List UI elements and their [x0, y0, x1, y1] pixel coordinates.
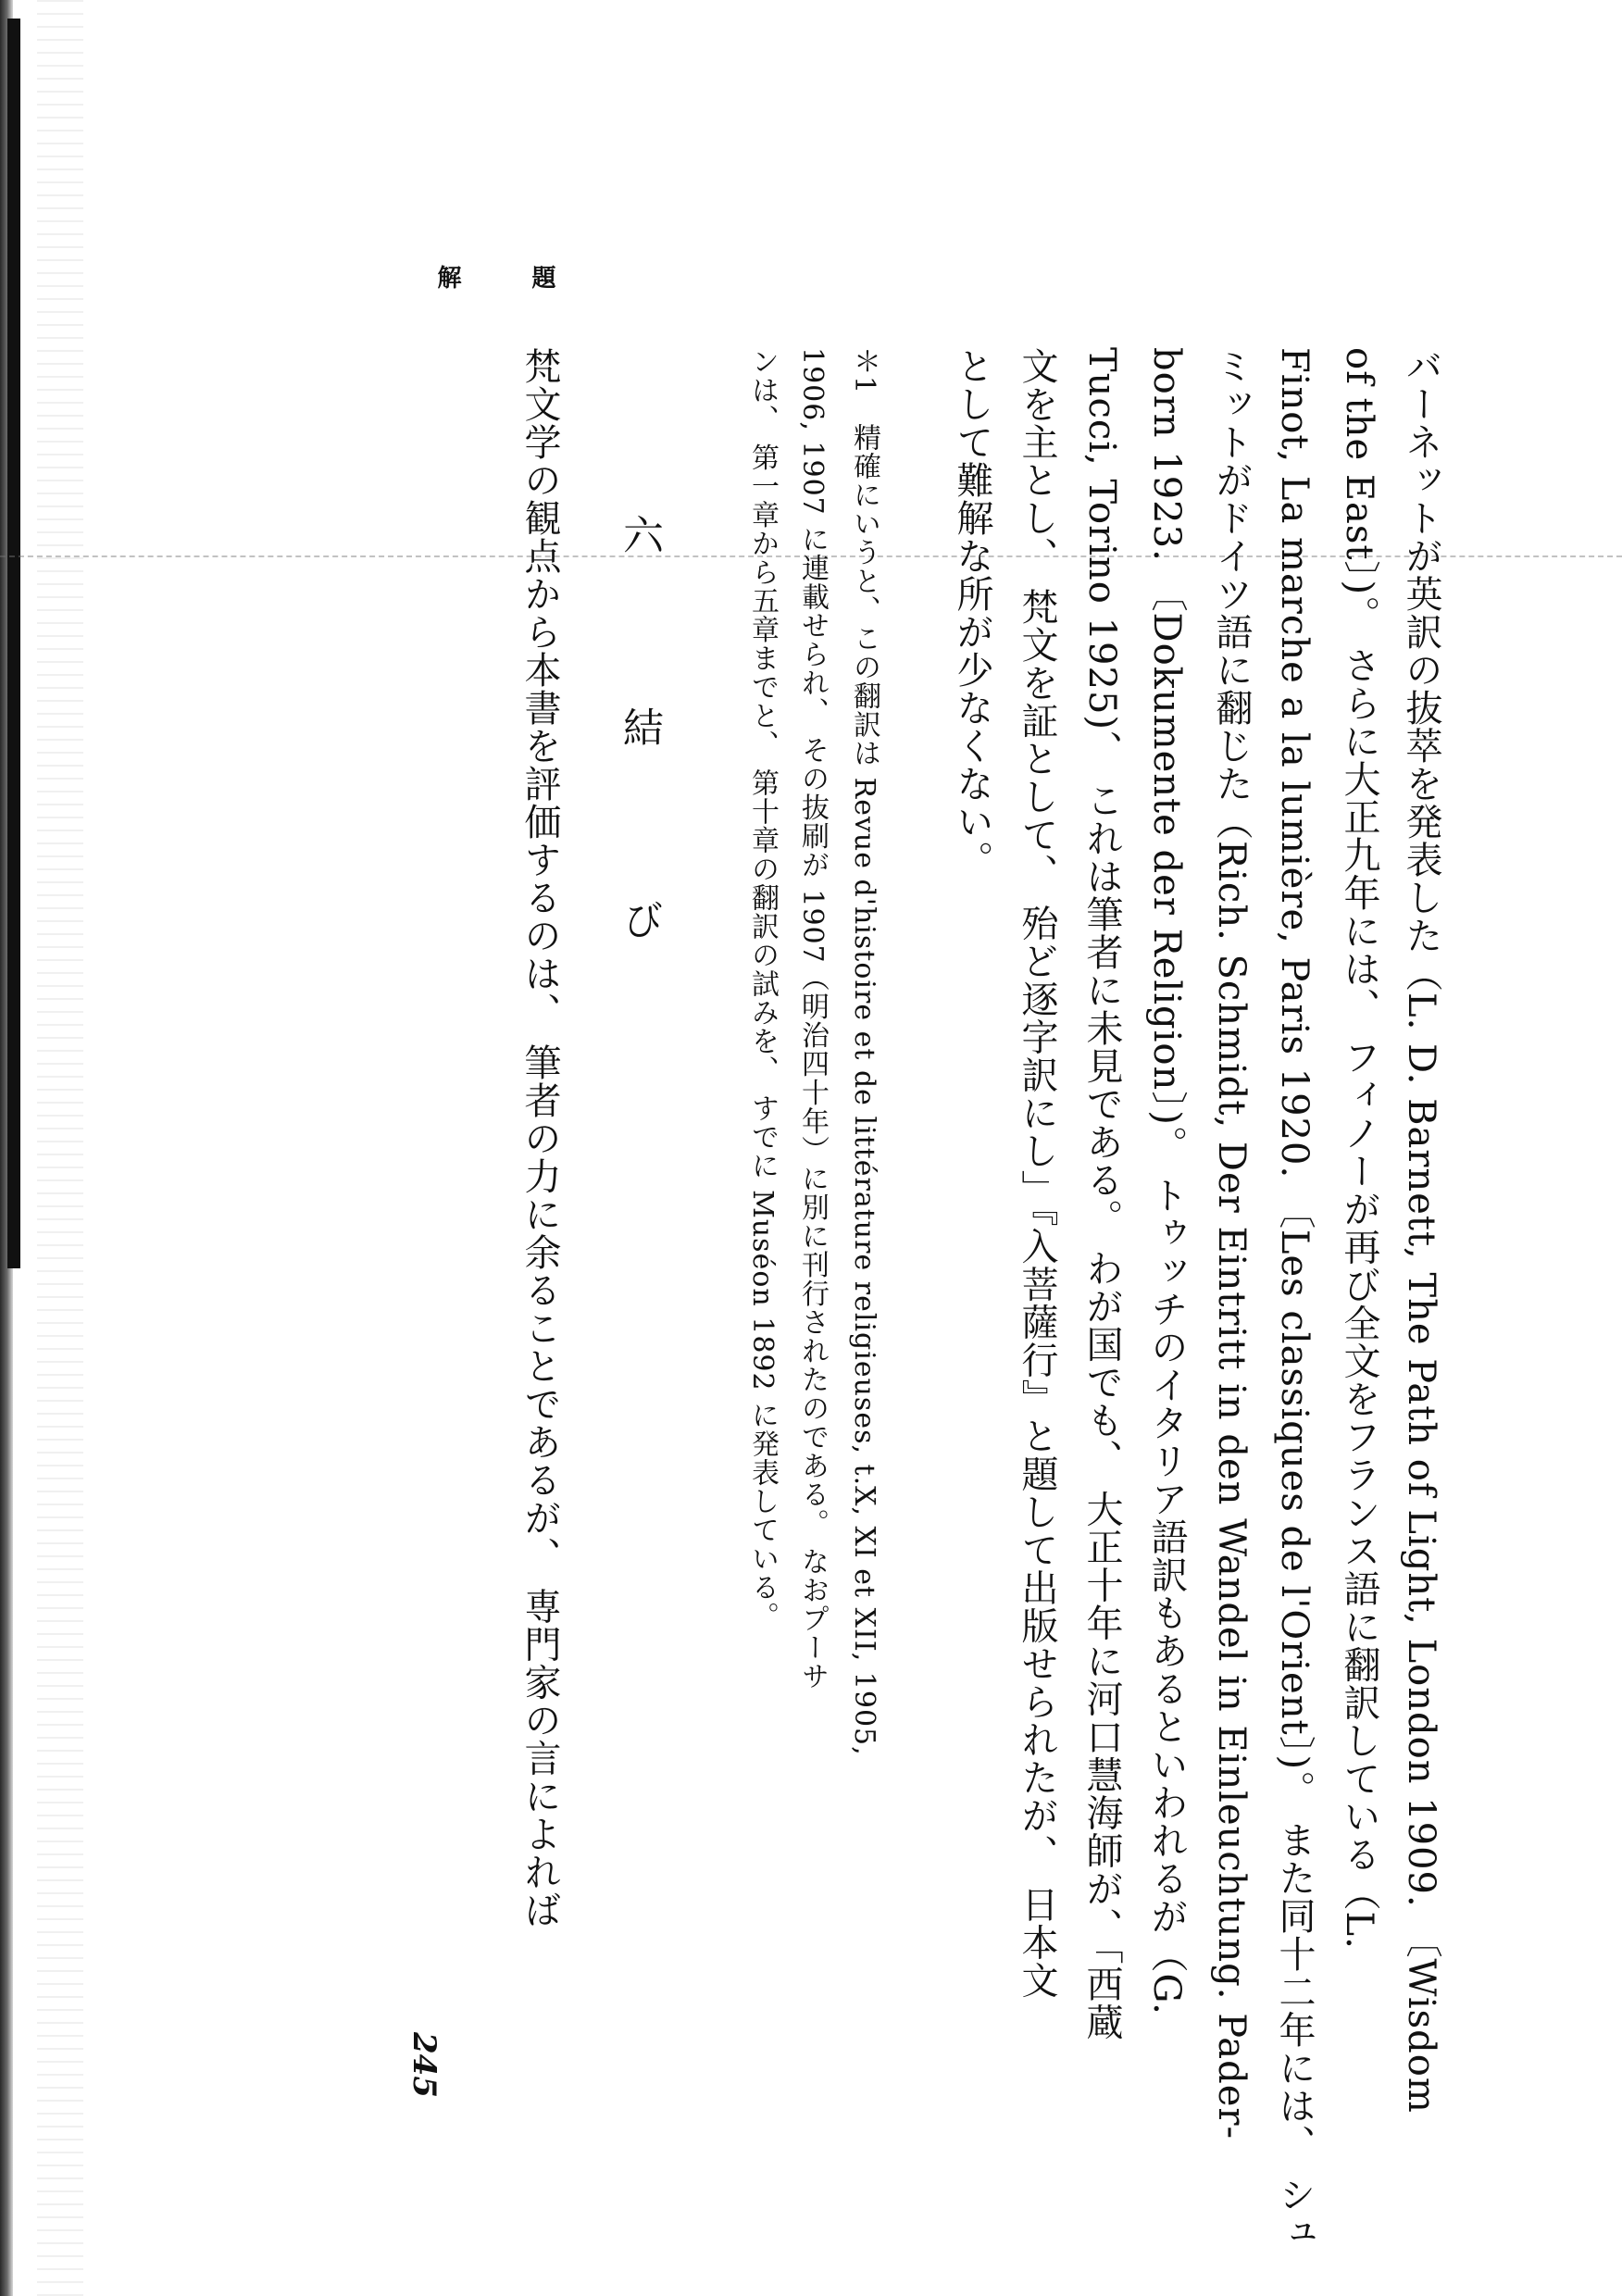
body-line-7: 文を主とし、 梵文を証として、 殆ど逐字訳にし」『入菩薩行』と題して出版せられたが、 日本文	[1016, 347, 1058, 2000]
body-line-5: born 1923. 〔Dokumente der Religion〕)。 トゥッチのイタリア語訳もあるといわれるが（G.	[1145, 347, 1188, 2015]
footnote-line-2: 1906, 1907 に連載せられ、 その抜刷が 1907（明治四十年）に別に刊行されたのである。 なおプーサ	[796, 347, 829, 1691]
page-number: 245	[406, 2032, 443, 2098]
body-lower-line-1: 梵文学の観点から本書を評価するのは、 筆者の力に余ることであるが、 専門家の言によれば	[518, 347, 561, 1929]
body-line-8: として難解な所が少なくない。	[951, 347, 993, 879]
gutter-speckle	[37, 0, 83, 2296]
footnote-line-1: ＊1 精確にいうと、この翻訳は Revue d'histoire et de littérature religieuses, t.X, XI et XII, 1905,	[848, 347, 880, 1756]
body-line-6: Tucci, Torino 1925)、 これは筆者に未見である。 わが国でも、 大正十年に河口慧海師が、「西蔵	[1080, 347, 1123, 2041]
running-head-char-2: 題	[528, 265, 555, 289]
running-head-char-1: 解	[433, 265, 461, 289]
footnote-line-3: ンは、 第一章から五章までと、 第十章の翻訳の試みを、 すでに Muséon 1892 に発表している。	[746, 347, 779, 1631]
section-heading: 六 結 び	[616, 514, 663, 995]
binding-shadow	[7, 19, 20, 1268]
body-line-2: of the East〕)。 さらに大正九年には、 フィノーが再び全文をフランス語に翻訳している（L.	[1338, 347, 1380, 1950]
body-line-3: Finot, La marche a la lumière, Paris 1920. 〔Les classiques de l'Orient〕)。 また同十二年には、 シュ	[1273, 347, 1316, 2252]
body-line-1: バーネットが英訳の抜萃を発表した（L. D. Barnett, The Path of Light, London 1909. 〔Wisdom	[1400, 347, 1442, 2114]
body-line-4: ミットがドイツ語に翻じた（Rich. Schmidt, Der Eintritt in den Wandel in Einleuchtung. Pader-	[1210, 347, 1253, 2140]
running-head	[421, 265, 569, 320]
